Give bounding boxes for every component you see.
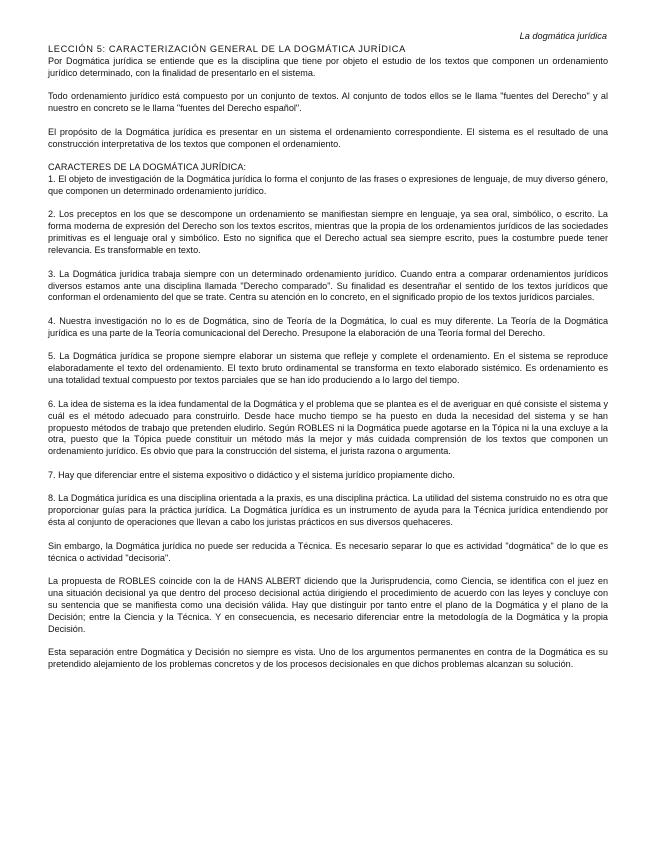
characteristic-paragraph: 2. Los preceptos en los que se descompone un ordenamiento se manifiestan siempre en lenguaje, ya sea oral, simbólico, o escrito. La forma moderna de expresión del Derecho son los textos escritos, mientras que la propia de los ordenamientos jurídicos de las sociedades primitivas es el lenguaje oral y simbólico. Esto no significa que el Derecho actual sea siempre escrito, pues la costumbre puede tener relevancia. Es transformable en texto. (48, 209, 608, 256)
closing-paragraph: Esta separación entre Dogmática y Decisión no siempre es vista. Uno de los argumentos permanentes en contra de la Dogmática es su pretendido alejamiento de los problemas concretos y de los procesos decisionales en que dichos problemas alcanzan su solución. (48, 647, 608, 670)
characteristics-heading: CARACTERES DE LA DOGMÁTICA JURÍDICA: (48, 162, 247, 173)
characteristic-paragraph: 6. La idea de sistema es la idea fundamental de la Dogmática y el problema que se plantea es el de averiguar en qué consiste el sistema y cuál es el método adecuado para construirlo. Desde hace mucho tiempo se ha puesto en duda la necesidad del sistema y se han propuesto métodos de trabajo que pretenden eludirlo. Según ROBLES ni la Dogmática puede agotarse en la Tópica ni la una excluye a la otra, puesto que la Tópica puede constituir un método más la mejor y más cuidada comprensión de los textos que componen un ordenamiento jurídico. Es obvio que para la construcción del sistema, el jurista razona o argumenta. (48, 398, 608, 457)
intro-paragraph: Por Dogmática jurídica se entiende que es la disciplina que tiene por objeto el estudio de los textos que componen un ordenamiento jurídico determinado, con la finalidad de presentarlo en el sistema. (48, 55, 608, 78)
characteristic-paragraph: 4. Nuestra investigación no lo es de Dogmática, sino de Teoría de la Dogmática, lo cual es muy diferente. La Teoría de la Dogmática jurídica es una parte de la Teoría comunicacional del Derecho. Presupone la elaboración de una Teoría formal del Derecho. (48, 315, 608, 338)
characteristic-paragraph: 8. La Dogmática jurídica es una disciplina orientada a la praxis, es una disciplina práctica. La utilidad del sistema construido no es otra que proporcionar guías para la práctica jurídica. La Dogmática jurídica es un instrumento de ayuda para la Técnica jurídica entendiendo por ésta al conjunto de operaciones que llevan a cabo los juristas prácticos en sus diversos quehaceres. (48, 493, 608, 528)
lesson-title: LECCIÓN 5: CARACTERIZACIÓN GENERAL DE LA DOGMÁTICA JURÍDICA (48, 44, 406, 54)
document-body (48, 44, 608, 671)
running-header: La dogmática jurídica (519, 31, 607, 41)
characteristic-paragraph: 1. El objeto de investigación de la Dogmática jurídica lo forma el conjunto de las frases o expresiones de lenguaje, de muy diverso género, que componen un determinado ordenamiento jurídico. (48, 174, 608, 196)
intro-paragraph: El propósito de la Dogmática jurídica es presentar en un sistema el ordenamiento correspondiente. El sistema es el resultado de una construcción interpretativa de los textos que componen el ordenamiento. (48, 126, 608, 149)
intro-paragraph: Todo ordenamiento jurídico está compuesto por un conjunto de textos. Al conjunto de todos ellos se le llama "fuentes del Derecho" y al nuestro en concreto se le llama "fuentes del Derecho español". (48, 91, 608, 114)
characteristic-paragraph: 3. La Dogmática jurídica trabaja siempre con un determinado ordenamiento jurídico. Cuando entra a comparar ordenamientos jurídicos diversos estamos ante una disciplina llamada "Derecho comparado". Su finalidad es desentrañar el sentido de los textos jurídicos que conforman el ordenamiento del que se trate. Centra su atención en lo concreto, en el significado propio de los textos jurídicos parciales. (48, 268, 608, 303)
characteristic-paragraph: 7. Hay que diferenciar entre el sistema expositivo o didáctico y el sistema jurídico propiamente dicho. (48, 469, 455, 480)
characteristic-paragraph: 5. La Dogmática jurídica se propone siempre elaborar un sistema que refleje y complete el ordenamiento. En el sistema se reproduce elaboradamente el texto del ordenamiento. El texto bruto ordinamental se transforma en texto elaborado sistémico. Es ordenamiento es una totalidad textual compuesto por textos parciales que se han ido produciendo a lo largo del tiempo. (48, 351, 608, 386)
closing-paragraph: La propuesta de ROBLES coincide con la de HANS ALBERT diciendo que la Jurisprudencia, como Ciencia, se identifica con el juez en una situación decisional ya que dentro del proceso decisional actúa dirigiendo el procedimiento de acuerdo con las leyes y concluye con su sentencia que se manifiesta como una decisión válida. Hay que distinguir por tanto entre el plano de la Dogmática y el plano de la Decisión; entre la Ciencia y la Técnica. Y en consecuencia, es necesario diferenciar entre la metodología de la Dogmática y la propia Decisión. (48, 576, 608, 634)
closing-paragraph: Sin embargo, la Dogmática jurídica no puede ser reducida a Técnica. Es necesario separar lo que es actividad "dogmática" de lo que es técnica o actividad "decisoria". (48, 540, 608, 563)
